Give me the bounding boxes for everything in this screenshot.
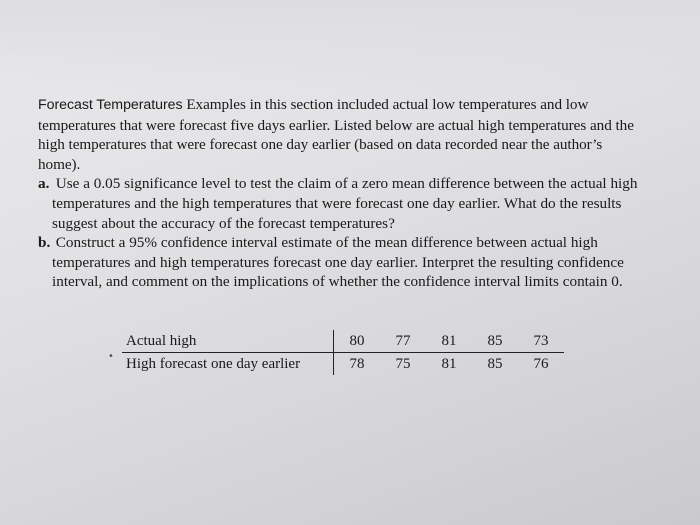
table-cell: 81 — [441, 355, 457, 372]
row-label: Actual high — [122, 330, 334, 353]
pencil-mark-icon: • — [108, 351, 114, 362]
table-cell: 75 — [395, 355, 411, 372]
part-a — [38, 174, 638, 233]
part-b-letter: b. — [38, 234, 51, 252]
exercise-title: Forecast Temperatures — [38, 97, 183, 113]
part-a-text: Use a 0.05 significance level to test the claim of a zero mean difference between the actual high temperatures and the high temperatures that were forecast one day earlier. What do the results suggest about the accuracy of the forecast temperatures? — [52, 175, 638, 232]
part-a-letter: a. — [38, 175, 50, 193]
exercise-block — [38, 95, 638, 292]
table-cell: 78 — [349, 355, 365, 372]
exercise-intro — [38, 95, 638, 174]
table-row-high-forecast — [122, 353, 564, 376]
table-cell: 76 — [533, 355, 549, 372]
exercise-intro-text: Examples in this section included actual low temperatures and low temperatures that were forecast five days earlier. Listed below are actual high temperatures and the high temperatures that were forecast one day earlier (based on data recorded near the author’s home). — [38, 96, 634, 173]
table-row-actual-high — [122, 330, 564, 353]
part-b-text: Construct a 95% confidence interval estimate of the mean difference between actual high temperatures and high temperatures forecast one day earlier. Interpret the resulting confidence interval, and comment on the implications of whether the confidence interval limits contain 0. — [52, 234, 624, 291]
table-cell: 85 — [472, 330, 518, 353]
table-cell: 80 — [334, 330, 381, 353]
part-b — [38, 233, 638, 292]
table-cell: 73 — [518, 330, 564, 353]
faded-previous-page-text — [0, 0, 700, 90]
temperature-table — [122, 330, 564, 375]
row-label: High forecast one day earlier — [122, 353, 334, 376]
table-cell: 77 — [380, 330, 426, 353]
table-cell: 81 — [426, 330, 472, 353]
table-cell: 85 — [487, 355, 503, 372]
